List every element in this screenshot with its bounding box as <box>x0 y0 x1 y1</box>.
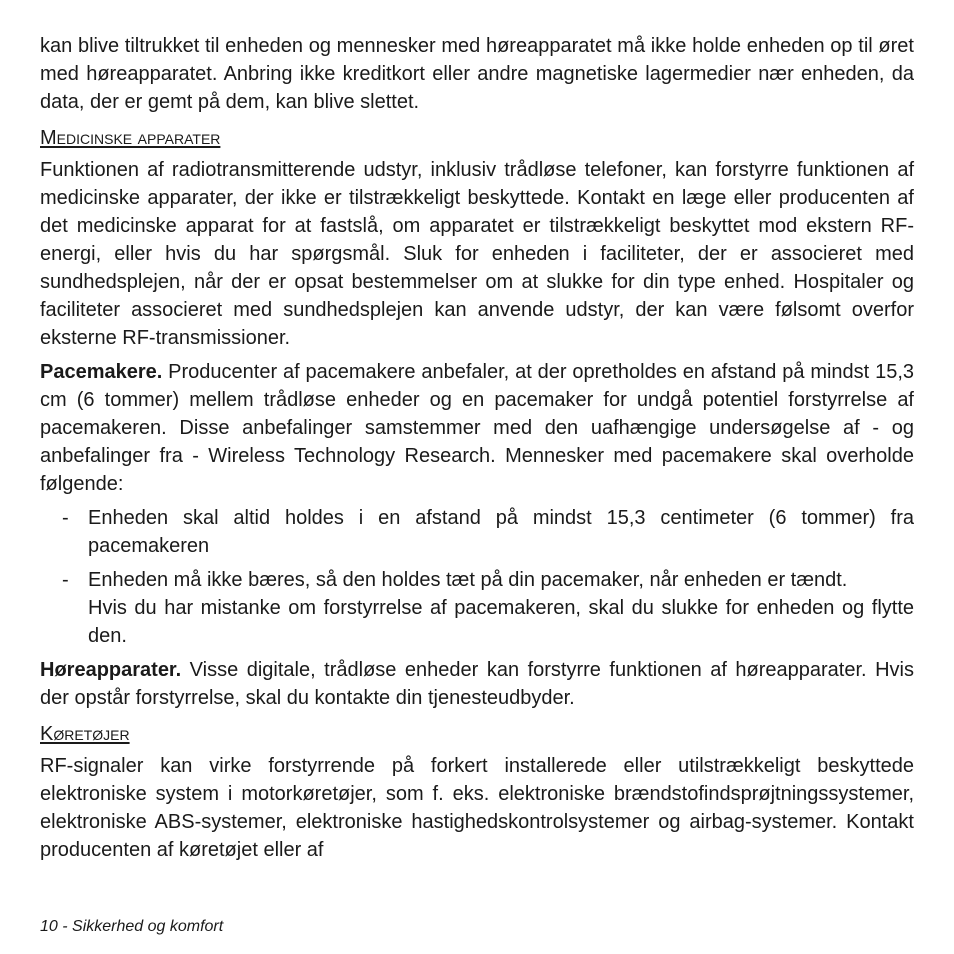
pacemakers-lead: Pacemakere. <box>40 361 163 383</box>
pacemakers-body: Producenter af pacemakere anbefaler, at der opretholdes en afstand på mindst 15,3 cm (6 tommer) mellem trådløse enheder og en pacemaker for undgå potentiel forstyrrelse af pacemakeren. Disse anbefalinger samstemmer med den uafhængige undersøgelse af - og anbefalinger fra - Wireless Technology Research. Mennesker med pacemakere skal overholde følgende: <box>40 361 914 495</box>
list-item-text: Enheden må ikke bæres, så den holdes tæt på din pacemaker, når enheden er tændt. <box>88 569 848 591</box>
hearing-paragraph <box>40 656 914 712</box>
section-heading-vehicles: Køretøjer <box>40 723 130 745</box>
medical-paragraph: Funktionen af radiotransmitterende udstyr, inklusiv trådløse telefoner, kan forstyrre funktionen af medicinske apparater, der ikke er tilstrækkeligt beskyttede. Kontakt en læge eller producenten af det medicinske apparat for at fastslå, om apparatet er tilstrækkeligt beskyttet mod ekstern RF-energi, eller hvis du har spørgsmål. Sluk for enheden i faciliteter, der er associeret med sundhedsplejen, når der er opsat bestemmelser om at slukke for din type enhed. Hospitaler og faciliteter associeret med sundhedsplejen kan anvende udstyr, der kan være følsomt overfor eksterne RF-transmissioner. <box>40 159 914 349</box>
list-item <box>40 566 914 650</box>
pacemaker-list <box>40 504 914 650</box>
list-item <box>40 504 914 560</box>
document-page <box>40 32 914 864</box>
hearing-body: Visse digitale, trådløse enheder kan forstyrre funktionen af høreapparater. Hvis der opstår forstyrrelse, skal du kontakte din tjenesteudbyder. <box>40 659 914 709</box>
dash-bullet: - <box>62 507 69 529</box>
dash-bullet: - <box>62 569 69 591</box>
vehicles-paragraph: RF-signaler kan virke forstyrrende på forkert installerede eller utilstrækkeligt beskyttede elektroniske system i motorkøretøjer, som f. eks. elektroniske brændstofindsprøjtningssystemer, elektroniske ABS-systemer, elektroniske hastighedskontrolsystemer og airbag-systemer. Kontakt producenten af køretøjet eller af <box>40 755 914 861</box>
list-item-note: Hvis du har mistanke om forstyrrelse af pacemakeren, skal du slukke for enheden og flytte den. <box>88 597 914 647</box>
section-heading-medical: Medicinske apparater <box>40 127 221 149</box>
pacemakers-paragraph <box>40 358 914 498</box>
hearing-lead: Høreapparater. <box>40 659 182 681</box>
list-item-text: Enheden skal altid holdes i en afstand på mindst 15,3 centimeter (6 tommer) fra pacemakeren <box>88 507 914 557</box>
page-footer: 10 - Sikkerhed og komfort <box>40 918 224 935</box>
intro-paragraph: kan blive tiltrukket til enheden og mennesker med høreapparatet må ikke holde enheden op til øret med høreapparatet. Anbring ikke kreditkort eller andre magnetiske lagermedier nær enheden, da data, der er gemt på dem, kan blive slettet. <box>40 35 914 113</box>
